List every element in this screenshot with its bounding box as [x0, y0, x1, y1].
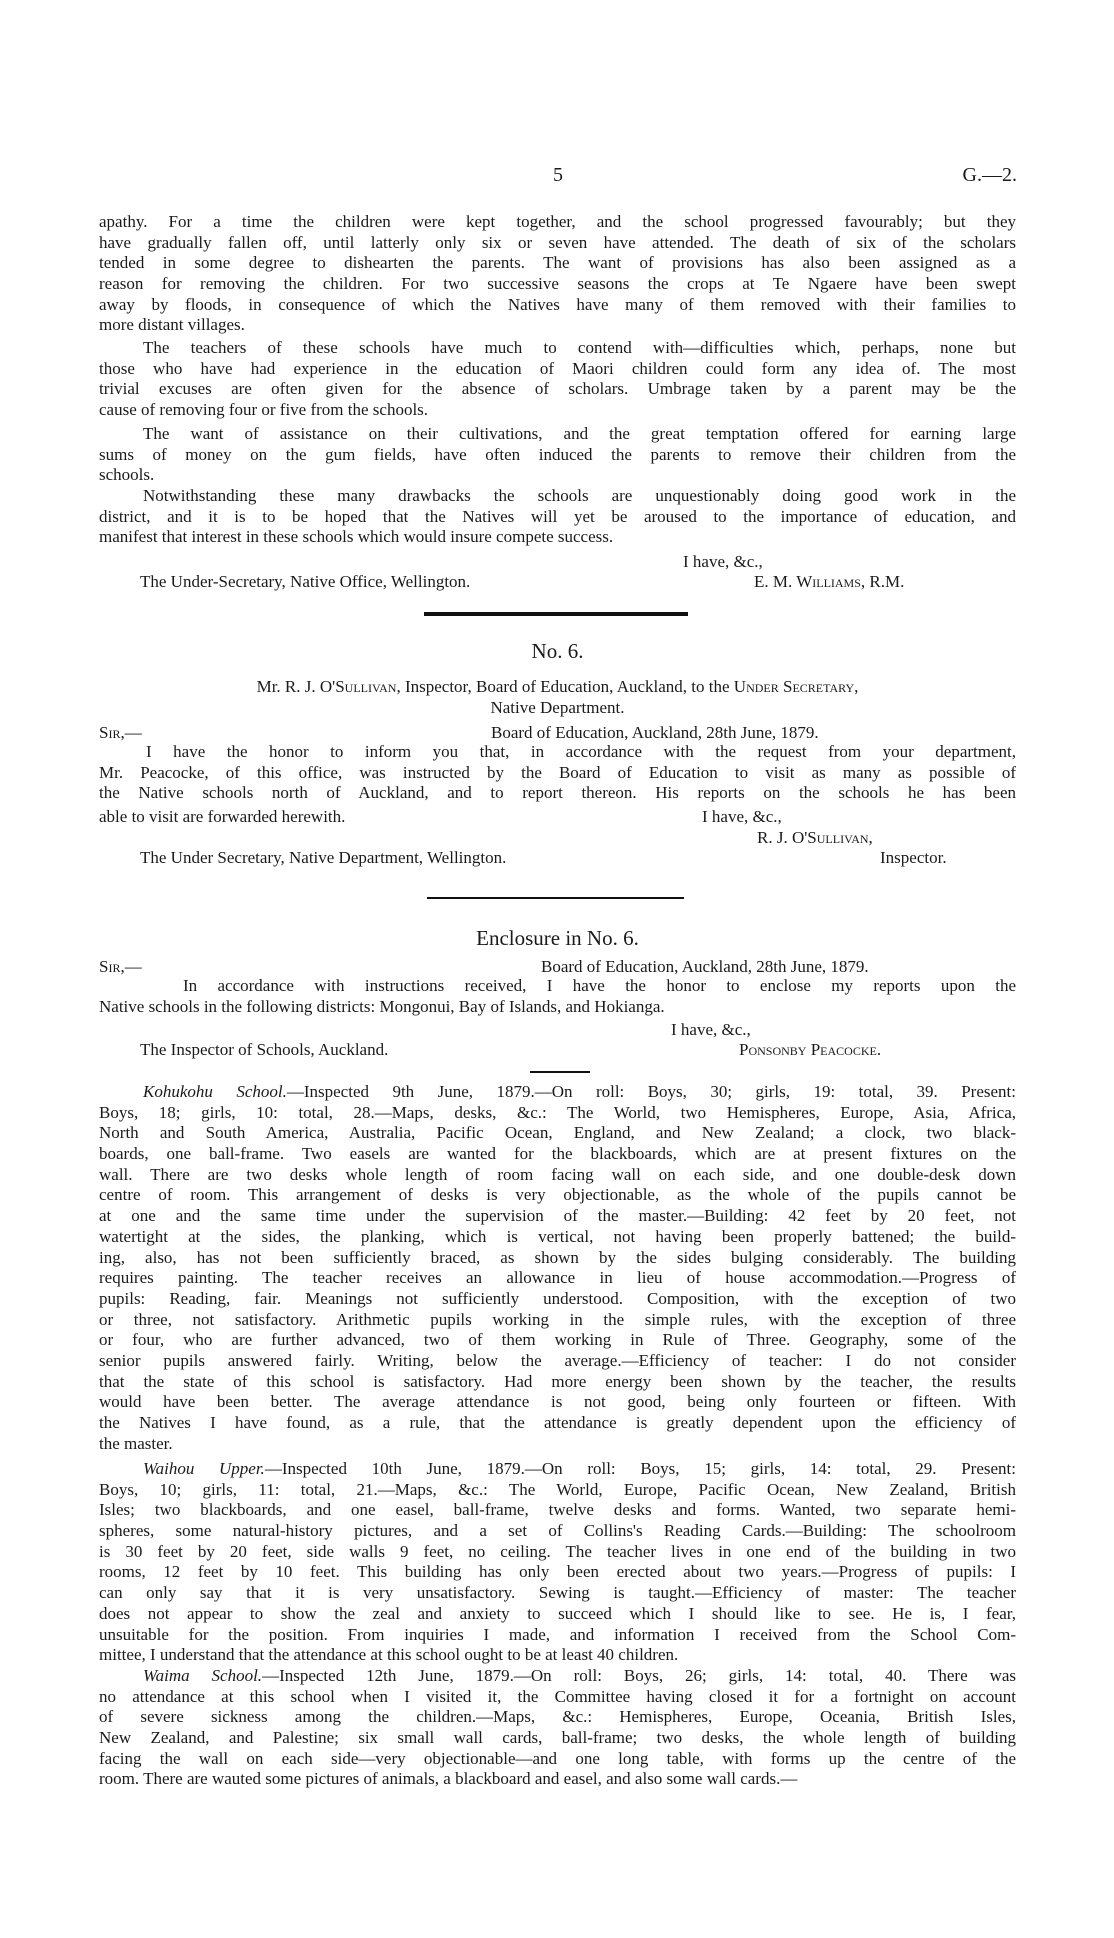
text-line: watertight at the sides, the planking, which is vertical, not having been properly battened; the build- — [99, 1226, 1016, 1246]
dateline: Board of Education, Auckland, 28th June, 1879. — [541, 957, 869, 976]
text-line: is 30 feet by 20 feet, side walls 9 feet, no ceiling. The teacher lives in one end of the building in two — [99, 1541, 1016, 1561]
text-line: have gradually fallen off, until latterly only six or seven have attended. The death of six of the scholars — [99, 232, 1016, 252]
letter-body — [99, 742, 1016, 804]
section-divider — [424, 612, 688, 616]
report-kohukohu — [99, 1082, 1016, 1454]
text-line: Isles; two blackboards, and one easel, ball-frame, twelve desks and forms. Wanted, two separate hemi- — [99, 1500, 1016, 1520]
text-line: Boys, 10; girls, 11: total, 21.—Maps, &c.: The World, Europe, Pacific Ocean, New Zealand, British — [99, 1479, 1016, 1499]
closing-i-have: I have, &c., — [702, 807, 782, 826]
text-line: boards, one ball-frame. Two easels are wanted for the blackboards, which are at present fixtures on the — [99, 1144, 1016, 1164]
text-line: of severe sickness among the children.—Maps, &c.: Hemispheres, Europe, Oceania, British Isles, — [99, 1707, 1016, 1727]
heading-part: Mr. R. J. — [256, 677, 320, 696]
text-line: reason for removing the children. For two successive seasons the crops at Te Ngaere have been swept — [99, 274, 1016, 294]
text-line: cause of removing four or five from the schools. — [99, 400, 429, 420]
section-title-no6: No. 6. — [531, 639, 584, 663]
closing-i-have: I have, &c., — [683, 552, 763, 571]
text-line: centre of room. This arrangement of desks is very objectionable, as the whole of the pupils cannot be — [99, 1185, 1016, 1205]
text-line: senior pupils answered fairly. Writing, below the average.—Efficiency of teacher: I do not consider — [99, 1350, 1016, 1370]
text-line — [99, 1666, 1016, 1687]
text-line: requires painting. The teacher receives an allowance in lieu of house accommodation.—Progress of — [99, 1268, 1016, 1288]
text-line: apathy. For a time the children were kept together, and the school progressed favourably; but they — [99, 212, 1016, 231]
heading-part: , — [854, 677, 859, 696]
text-line: Mr. Peacocke, of this office, was instructed by the Board of Education to visit as many as possible of — [99, 762, 1016, 782]
text-line: can only say that it is very unsatisfactory. Sewing is taught.—Efficiency of master: The teacher — [99, 1583, 1016, 1603]
text-line: trivial excuses are often given for the absence of scholars. Umbrage taken by a parent may be the — [99, 379, 1016, 399]
text-line: North and South America, Australia, Pacific Ocean, England, and New Zealand; a clock, two black- — [99, 1123, 1016, 1143]
closing-i-have: I have, &c., — [671, 1020, 751, 1039]
enclosure-body — [99, 976, 1016, 1017]
text-line: would have been better. The average attendance is not good, being only fourteen or fifteen. With — [99, 1392, 1016, 1412]
signature: R. J. O'Sullivan, — [757, 828, 873, 847]
report-text: —Inspected 12th June, 1879.—On roll: Boys, 26; girls, 14: total, 40. There was — [262, 1666, 1016, 1685]
text-line: the Native schools north of Auckland, and to report thereon. His reports on the schools he has been — [99, 783, 1016, 803]
dateline: Board of Education, Auckland, 28th June, 1879. — [491, 723, 819, 742]
intro-para-4 — [99, 486, 1016, 548]
salutation: Sir,— — [99, 957, 142, 976]
document-reference: G.—2. — [962, 164, 1017, 186]
heading-part: , Inspector, Board of Education, Auckland, to the — [396, 677, 734, 696]
intro-para-1 — [99, 212, 1016, 336]
report-waihou-upper — [99, 1459, 1016, 1666]
text-line: The want of assistance on their cultivations, and the great temptation offered for earning large — [143, 424, 1016, 443]
intro-para-2 — [99, 338, 1016, 421]
text-line: sums of money on the gum fields, have often induced the parents to remove their children from the — [99, 444, 1016, 464]
report-text: —Inspected 9th June, 1879.—On roll: Boys, 30; girls, 19: total, 39. Present: — [286, 1082, 1016, 1101]
text-line: or four, who are further advanced, two of them working in Rule of Three. Geography, some of the — [99, 1330, 1016, 1350]
signature-title: Inspector. — [880, 848, 947, 867]
addressee: The Inspector of Schools, Auckland. — [140, 1040, 389, 1059]
text-line: the master. — [99, 1433, 173, 1453]
text-line: does not appear to show the zeal and anxiety to succeed which I should like to see. He is, I fear, — [99, 1603, 1016, 1623]
text-line: The teachers of these schools have much to contend with—difficulties which, perhaps, none but — [143, 338, 1016, 357]
report-school-name: Waihou Upper. — [143, 1459, 265, 1478]
text-line: schools. — [99, 465, 155, 485]
section-title-enclosure: Enclosure in No. 6. — [476, 926, 639, 950]
letter-heading-line2: Native Department. — [490, 698, 625, 717]
text-line: spheres, some natural-history pictures, and a set of Collins's Reading Cards.—Building: The schoolroom — [99, 1521, 1016, 1541]
text-line: the Natives I have found, as a rule, that the attendance is greatly dependent upon the efficiency of — [99, 1413, 1016, 1432]
heading-recipient: Under Secretary — [733, 677, 855, 696]
text-line — [99, 1082, 1016, 1103]
section-divider — [427, 897, 684, 899]
text-line: facing the wall on each side—very objectionable—and one long table, with forms up the centre of the — [99, 1748, 1016, 1768]
signature: Ponsonby Peacocke. — [739, 1040, 882, 1059]
text-line: tended in some degree to dishearten the parents. The want of provisions has also been assigned as a — [99, 253, 1016, 273]
text-line: that the state of this school is satisfactory. Had more energy been shown by the teacher, the results — [99, 1371, 1016, 1391]
addressee: The Under Secretary, Native Department, Wellington. — [140, 848, 507, 867]
text-line — [99, 1459, 1016, 1480]
text-line: I have the honor to inform you that, in accordance with the request from your department, — [146, 742, 1016, 761]
text-line: In accordance with instructions received, I have the honor to enclose my reports upon the — [183, 976, 1016, 995]
text-line: no attendance at this school when I visited it, the Committee having closed it for a fortnight on account — [99, 1686, 1016, 1706]
text-line: away by floods, in consequence of which the Natives have many of them removed with their families to — [99, 294, 1016, 314]
text-line: Boys, 18; girls, 10: total, 28.—Maps, desks, &c.: The World, two Hemispheres, Europe, Asia, Africa, — [99, 1102, 1016, 1122]
report-text: —Inspected 10th June, 1879.—On roll: Boys, 15; girls, 14: total, 29. Present: — [264, 1459, 1016, 1478]
text-line: or three, not satisfactory. Arithmetic pupils working in the simple rules, with the exception of three — [99, 1309, 1016, 1329]
heading-name: O'Sullivan — [319, 677, 397, 696]
text-line: mittee, I understand that the attendance at this school ought to be at least 40 children. — [99, 1645, 679, 1665]
text-line: able to visit are forwarded herewith. — [99, 807, 346, 826]
text-line: room. There are wauted some pictures of animals, a blackboard and easel, and also some wall cards.— — [99, 1769, 798, 1789]
page-number: 5 — [553, 164, 563, 186]
text-line: those who have had experience in the education of Maori children could form any idea of. The most — [99, 358, 1016, 378]
text-line: manifest that interest in these schools which would insure compete success. — [99, 527, 614, 547]
text-line: New Zealand, and Palestine; six small wall cards, ball-frame; two desks, the whole length of building — [99, 1728, 1016, 1748]
text-line: Notwithstanding these many drawbacks the schools are unquestionably doing good work in the — [143, 486, 1016, 505]
text-line: unsuitable for the position. From inquiries I made, and information I received from the School Com- — [99, 1624, 1016, 1644]
signature: E. M. Williams, R.M. — [754, 572, 905, 591]
text-line: rooms, 12 feet by 10 feet. This building has only been erected about two years.—Progress of pupils: I — [99, 1562, 1016, 1582]
text-line: Native schools in the following districts: Mongonui, Bay of Islands, and Hokianga. — [99, 996, 665, 1016]
text-line: at one and the same time under the supervision of the master.—Building: 42 feet by 20 feet, not — [99, 1206, 1016, 1226]
short-divider — [530, 1071, 590, 1073]
intro-para-3 — [99, 424, 1016, 486]
text-line: ing, also, has not been sufficiently braced, as shown by the sides bulging considerably. The building — [99, 1247, 1016, 1267]
text-line: more distant villages. — [99, 315, 245, 335]
text-line: district, and it is to be hoped that the Natives will yet be aroused to the importance of education, and — [99, 506, 1016, 526]
report-school-name: Waima School. — [143, 1666, 263, 1685]
text-line: wall. There are two desks whole length of room facing wall on each side, and one double-desk down — [99, 1164, 1016, 1184]
report-waima — [99, 1666, 1016, 1790]
addressee: The Under-Secretary, Native Office, Wellington. — [140, 572, 471, 591]
letter-heading — [99, 676, 1016, 697]
text-line: pupils: Reading, fair. Meanings not sufficiently understood. Composition, with the exception of two — [99, 1288, 1016, 1308]
report-school-name: Kohukohu School. — [143, 1082, 287, 1101]
salutation: Sir,— — [99, 723, 142, 742]
